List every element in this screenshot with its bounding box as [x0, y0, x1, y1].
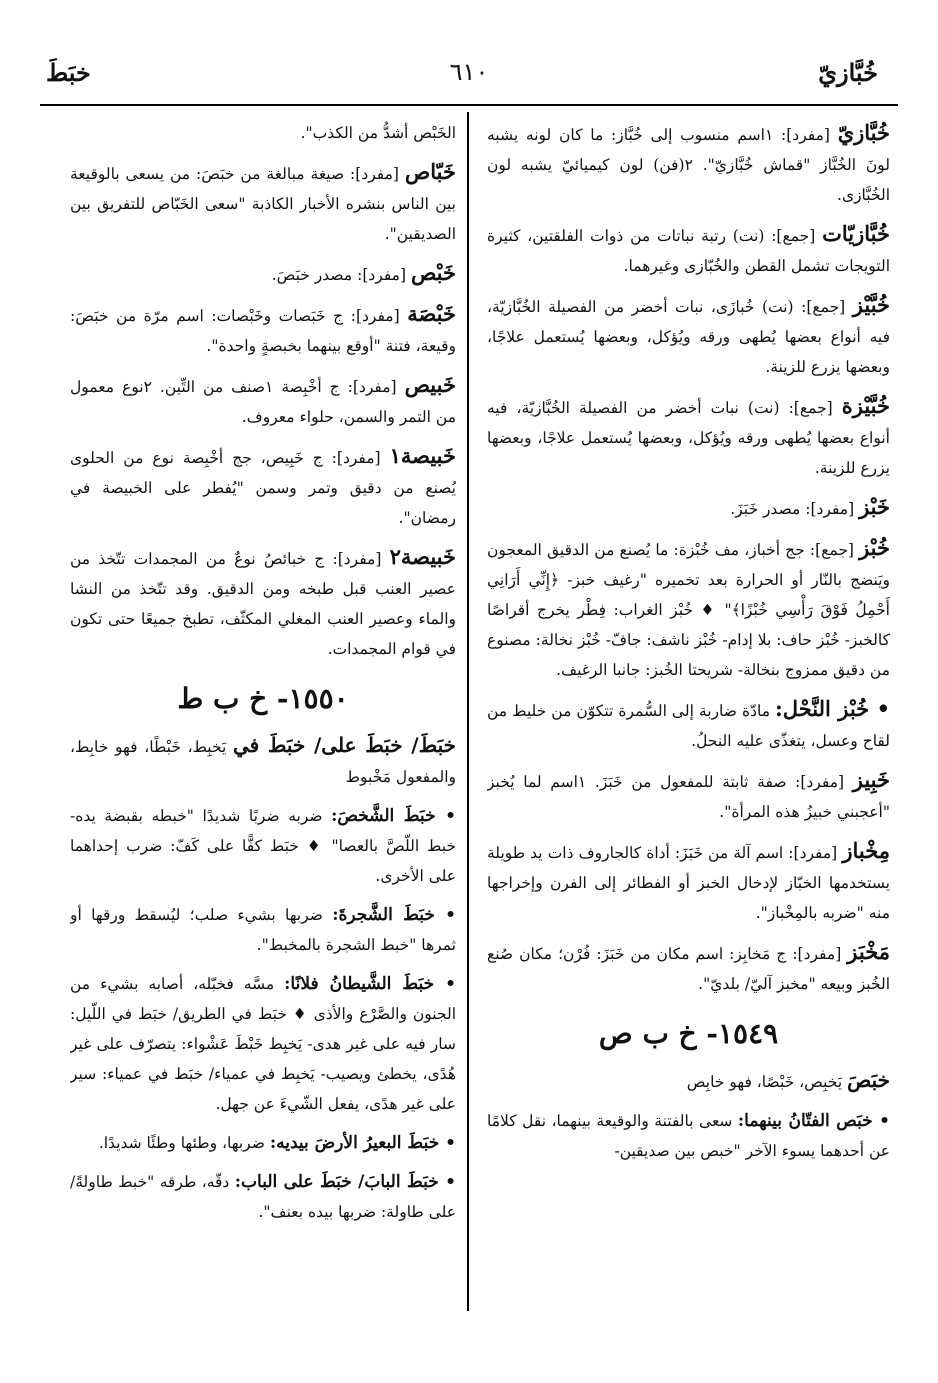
dictionary-sense — [70, 1167, 456, 1227]
entry-headword: خَبْص — [410, 260, 456, 285]
entry-definition: [مفرد]: صيغة مبالغة من خبَصَ: من يسعى بالوقيعة بين الناس بنشره الأخبار الكاذبة "سعى الخَبّاص للتفريق بين الصديقين". — [70, 165, 456, 243]
dictionary-entry — [70, 258, 456, 290]
header-guide-word-left: خبَطَ — [46, 58, 91, 87]
entry-headword: خُبَّازيّ — [837, 120, 890, 145]
entry-definition: [مفرد]: ج خبائصُ نوعٌ من المجمدات تتّخذ من عصير العنب قبل طبخه ومن الدقيق. وقد تتّخذ من النشا والماء وعصير العنب المغلي المكثّف، تطبخ جميعًا حتى تكون في قوام المجمدات. — [70, 550, 456, 658]
dictionary-entry — [70, 299, 456, 361]
entry-headword: خُبَّيْزة — [841, 393, 890, 418]
entry-headword: خُبَّازيّات — [822, 221, 890, 246]
entry-definition: [مفرد]: ج خَبِيص، جج أخْبِصة نوع من الحلوى يُصنع من دقيق وتمر وسمن "يُفطر على الخبيصة في رمضان". — [70, 449, 456, 527]
dictionary-entry — [70, 157, 456, 249]
continued-text: الخَبْص أشدُّ من الكذب". — [300, 124, 456, 142]
dictionary-entry — [70, 441, 456, 533]
dictionary-sense — [487, 694, 890, 756]
dictionary-entry — [487, 533, 890, 685]
page-number: ٦١٠ — [449, 58, 489, 86]
column-divider — [467, 112, 469, 1311]
verb-conjugation — [487, 1065, 890, 1097]
header-guide-word-right: خُبَّازيّ — [818, 58, 878, 87]
entry-definition: دقّه، طرقه "خبط طاولةً/ على طاولة: ضربها بيده بعنف". — [70, 1173, 456, 1221]
dictionary-entry — [487, 765, 890, 827]
verb-conjugation — [70, 730, 456, 792]
entry-headword: خَبِيز — [852, 767, 890, 792]
entry-headword: مِخْباز — [842, 838, 890, 863]
dictionary-entry — [70, 370, 456, 432]
dictionary-entry — [487, 391, 890, 483]
entry-headword: • خبَطَ الشَّيطانُ فلانًا: — [284, 974, 456, 994]
dictionary-sense — [70, 900, 456, 960]
root-heading: ١٥٤٩- خ ب ص — [598, 1017, 779, 1050]
header-rule — [40, 104, 898, 106]
entry-definition: ضربها بشيء صلب؛ ليُسقط ورقها أو ثمرها "خبط الشجرة بالمخبط". — [70, 906, 456, 954]
entry-definition: ضربها، وطئها وطئًا شديدًا. — [98, 1134, 265, 1152]
dictionary-entry — [487, 219, 890, 281]
entry-headword: خَبيصة٢ — [389, 544, 456, 569]
verb-forms: يَخبِص، خَبْصًا، فهو خابِص — [686, 1073, 843, 1091]
entry-headword: خَبيصة١ — [389, 443, 456, 468]
entry-headword: • خبَطَ البعيرُ الأرضَ بيديه: — [269, 1133, 456, 1153]
entry-definition: مادّة ضاربة إلى السُّمرة تتكوّن من خليط من لقاح وعسل، يتغذّى عليه النحلُ. — [487, 702, 890, 750]
entry-definition: [مفرد]: مصدر خبَصَ. — [271, 266, 407, 284]
verb-headword: خبَطَ/ خبَطَ على/ خبَطَ في — [232, 733, 456, 757]
dictionary-sense — [70, 801, 456, 891]
entry-definition: [جمع]: (نت) نبات أخضر من الفصيلة الخُبَّازيّة، فيه أنواع بعضها يُطهى ورقه ويُؤكل، وبعضها يُستعمل علاجًا، وبعضها يزرع للزينة. — [487, 399, 890, 477]
entry-definition: [مفرد]: صفة ثابتة للمفعول من خَبَزَ. ١اسم لما يُخبز "أعجبني خبيزُ هذه المرأة". — [487, 773, 890, 821]
dictionary-entry — [487, 118, 890, 210]
dictionary-entry — [487, 836, 890, 928]
verb-headword: خبَصَ — [847, 1068, 890, 1092]
entry-definition: ضربه ضربًا شديدًا "خبطه بقبضة يده- خبط اللّصَّ بالعصا" ♦ خبَط كفًّا على كَفّ: ضرب إحداهما على الأخرى. — [70, 807, 456, 885]
dictionary-sense — [70, 969, 456, 1119]
entry-headword: خُبْز — [859, 535, 890, 560]
entry-headword: مَخْبَز — [847, 939, 890, 964]
dictionary-entry — [487, 290, 890, 382]
entry-headword: خَبّاص — [404, 159, 456, 184]
entry-headword: • خُبْز النَّحْل: — [775, 696, 890, 721]
entry-definition: سعى بالفتنة والوقيعة بينهما، نقل كلامًا عن أحدهما يسوء الآخر "خبص بين صديقين- — [487, 1112, 890, 1160]
entry-headword: • خبَطَ البابَ/ خبَطَ على الباب: — [234, 1172, 456, 1192]
root-heading: ١٥٥٠- خ ب ط — [177, 682, 349, 715]
entry-definition: [مفرد]: مصدر خَبَزَ. — [730, 500, 855, 518]
verb-forms: يَخبِط، خَبْطًا، فهو خابِط، والمفعول مَخْبوط — [70, 738, 456, 786]
entry-headword: خَبيص — [404, 372, 456, 397]
entry-definition: [مفرد]: ج خَبَصات وخَبْصات: اسم مرّة من خبَصَ: وقيعة، فتنة "أوقع بينهما بخبصةٍ واحدة". — [70, 307, 456, 355]
entry-definition: [مفرد]: ج مَخابِز: اسم مكان من خَبَزَ: فُرْن؛ مكان صُنع الخُبز وبيعه "مخبز آليّ/ بلديّ". — [487, 945, 890, 993]
entry-definition: [مفرد]: ١اسم منسوب إلى خُبَّاز: ما كان لونه يشبه لونَ الخُبَّاز "قماش خُبَّازيّ". ٢(فن) لون كيميائيّ يشبه لون الخُبَّازى. — [487, 126, 890, 204]
entry-headword: • خبَص الفتّانُ بينهما: — [737, 1111, 890, 1131]
entry-headword: خَبْصَة — [407, 301, 456, 326]
entry-definition: [جمع]: (نت) رتبة نباتات من ذوات الفلقتين، كثيرة التويجات تشمل القطن والخُبّازى وغيرهما. — [487, 227, 890, 275]
dictionary-entry — [487, 492, 890, 524]
entry-definition: مسَّه فخبّله، أصابه بشيء من الجنون والصَّرْع والأذى ♦ خبَط في الطريق/ خبَط في اللّيل: سار فيه على غير هدى- يَخبِط خَبْطَ عَشْواء: يتصرّف على غير هُدًى، يخطئ ويصيب- يَخبِط في عمياء/ خبَط في عمياء: سير على غير هدًى، يفعل الشّيءَ عن جهل. — [70, 975, 456, 1113]
entry-headword: • خبَطَ الشَّجرةَ: — [332, 905, 456, 925]
entry-headword: خُبَّيْز — [852, 292, 890, 317]
dictionary-entry — [487, 937, 890, 999]
right-column — [487, 118, 890, 1323]
entry-definition: [جمع]: جج أخباز، مف خُبْزة: ما يُصنع من الدقيق المعجون ويَنضج بالنّار أو الحرارة بعد تخميره "رغيف خبز- ﴿إِنِّي أَرَانِي أَحْمِلُ فَوْقَ رَأْسِي خُبْزًا﴾" ♦ خُبْز الغراب: فِطْر يخرج أقراصًا كالخبز- خُبْز حاف: بلا إدام- خُبْز ناشف: جافّ- خُبْز نخالة: مصنوع من دقيق ممزوج بنخالة- شريحتا الخُبز: جانبا الرغيف. — [487, 541, 890, 679]
entry-headword: • خبَطَ الشَّخصَ: — [331, 806, 456, 826]
page-header — [40, 52, 898, 104]
dictionary-sense — [70, 1128, 456, 1158]
entry-definition: [مفرد]: اسم آلة من خَبَزَ: أداة كالجاروف ذات يد طويلة يستخدمها الخبّاز لإدخال الخبز أو الفطائر إلى الفرن وإخراجها منه "ضربه بالمِخْباز". — [487, 844, 890, 922]
left-column — [70, 118, 456, 1323]
entry-headword: خَبْز — [859, 494, 890, 519]
dictionary-entry — [70, 542, 456, 664]
entry-definition: [جمع]: (نت) خُبازَى، نبات أخضر من الفصيلة الخُبَّازيّة، فيه أنواع بعضها يُطهى ورقه ويُؤكل، وبعضها يُستعمل علاجًا، وبعضها يزرع للزينة. — [487, 298, 890, 376]
dictionary-sense — [487, 1106, 890, 1166]
entry-definition: [مفرد]: ج أخْبِصة ١صنف من التِّين. ٢نوع معمول من التمر والسمن، حلواء معروف. — [70, 378, 456, 426]
